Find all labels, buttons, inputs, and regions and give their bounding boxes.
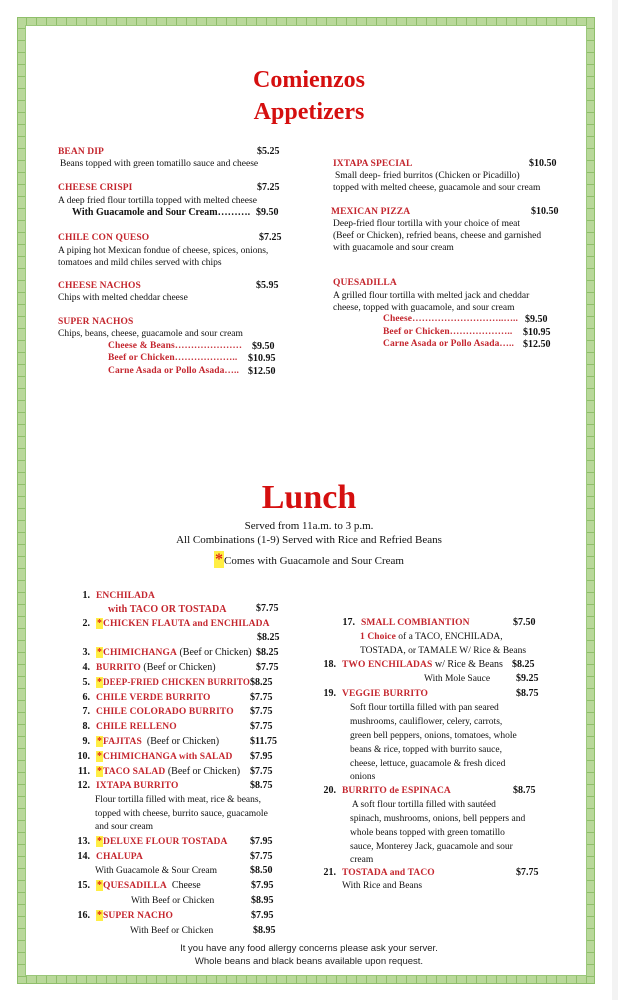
item-desc: spinach, mushrooms, onions, bell peppers and xyxy=(350,814,526,824)
item-price: $5.25 xyxy=(257,146,280,157)
item-desc: Soft flour tortilla filled with pan seared xyxy=(350,703,499,713)
lunch-item-14: 14. CHALUPA xyxy=(77,851,143,862)
lunch-item-1-sub: with TACO OR TOSTADA xyxy=(108,604,227,615)
item-desc: Chips with melted cheddar cheese xyxy=(58,293,188,303)
item-option-label: Beef or Chicken……………….. xyxy=(383,327,513,337)
lunch-item-3: 3. *CHIMICHANGA (Beef or Chicken) xyxy=(82,647,252,658)
item-name: QUESADILLA xyxy=(333,278,397,288)
item-price: $7.75 xyxy=(256,603,279,614)
item-name: MEXICAN PIZZA xyxy=(331,207,411,217)
lunch-hours: Served from 11a.m. to 3 p.m. xyxy=(244,520,374,532)
item-price: $7.75 xyxy=(250,692,273,703)
item-desc: tomatoes and mild chiles served with chips xyxy=(58,258,222,268)
item-desc: Beans topped with green tomatillo sauce and cheese xyxy=(60,159,259,169)
item-option-price: $8.50 xyxy=(250,865,273,876)
item-option-price: $10.95 xyxy=(523,327,551,338)
item-name: CHEESE CRISPI xyxy=(58,183,133,193)
item-desc: onions xyxy=(350,772,376,782)
item-price: $7.50 xyxy=(513,617,536,628)
item-desc: Chips, beans, cheese, guacamole and sour cream xyxy=(58,329,243,339)
lunch-item-1: 1. ENCHILADA xyxy=(82,590,155,601)
item-desc: green bell peppers, onions, tomatoes, whole xyxy=(350,731,517,741)
item-price: $7.25 xyxy=(259,232,282,243)
item-price: $8.25 xyxy=(257,632,280,643)
item-desc: A soft flour tortilla filled with sautéed xyxy=(350,800,496,810)
item-desc: topped with cheese, burrito sauce, guacamole xyxy=(95,809,268,819)
star-icon: * xyxy=(97,647,102,658)
item-price: $11.75 xyxy=(250,736,277,747)
lunch-item-15: 15. *QUESADILLA Cheese xyxy=(77,880,201,891)
lunch-combos-note: All Combinations (1-9) Served with Rice and Refried Beans xyxy=(176,534,442,546)
item-desc: With Rice and Beans xyxy=(342,881,423,891)
item-price: $7.25 xyxy=(257,182,280,193)
item-desc: and sour cream xyxy=(95,822,154,832)
lunch-item-11: 11. *TACO SALAD (Beef or Chicken) xyxy=(78,766,241,777)
item-price: $10.50 xyxy=(529,158,557,169)
item-option-label: Carne Asada or Pollo Asada….. xyxy=(383,339,514,349)
item-desc: with guacamole and sour cream xyxy=(333,243,454,253)
allergy-notice: It you have any food allergy concerns please ask your server. xyxy=(180,943,438,954)
item-desc: mushrooms, cauliflower, celery, carrots, xyxy=(350,717,503,727)
lunch-item-12: 12. IXTAPA BURRITO xyxy=(77,780,179,791)
item-price: $8.75 xyxy=(513,785,536,796)
lunch-item-5: 5. *DEEP-FRIED CHICKEN BURRITO xyxy=(82,677,250,688)
item-name: IXTAPA SPECIAL xyxy=(333,159,413,169)
item-option-price: $8.95 xyxy=(251,895,274,906)
item-price: $7.95 xyxy=(250,836,273,847)
item-desc: cheese, topped with guacamole, and sour cream xyxy=(333,303,515,313)
star-icon: * xyxy=(97,677,102,688)
item-option-price: $9.50 xyxy=(256,207,279,218)
lunch-item-20: 20. BURRITO de ESPINACA xyxy=(323,785,451,796)
item-desc: Deep-fried flour tortilla with your choice of meat xyxy=(333,219,521,229)
item-price: $10.50 xyxy=(531,206,559,217)
item-name: BEAN DIP xyxy=(58,147,104,157)
lunch-item-16: 16. *SUPER NACHO xyxy=(77,910,173,921)
item-option-label: Beef or Chicken……………….. xyxy=(108,353,238,363)
item-desc: cream xyxy=(350,855,374,865)
item-option-label: With Beef or Chicken xyxy=(131,896,215,906)
item-price: $8.25 xyxy=(250,677,273,688)
item-price: $7.75 xyxy=(250,706,273,717)
border-pattern-bottom xyxy=(17,975,595,984)
item-price: $7.75 xyxy=(250,721,273,732)
item-option-price: $10.95 xyxy=(248,353,276,364)
item-price: $8.25 xyxy=(512,659,535,670)
lunch-item-18: 18. TWO ENCHILADAS w/ Rice & Beans xyxy=(323,659,503,670)
item-desc: TOSTADA, or TAMALE W/ Rice & Beans xyxy=(360,646,527,656)
section-title-appetizers: Appetizers xyxy=(253,99,365,125)
lunch-item-9: 9. *FAJITAS (Beef or Chicken) xyxy=(82,736,220,747)
item-option-label: Carne Asada or Pollo Asada….. xyxy=(108,366,239,376)
item-option-label: With Beef or Chicken xyxy=(130,926,214,936)
item-name: CHEESE NACHOS xyxy=(58,281,141,291)
item-name: SUPER NACHOS xyxy=(58,317,134,327)
item-desc: 1 Choice of a TACO, ENCHILADA, xyxy=(360,632,503,642)
item-option-price: $9.50 xyxy=(252,341,275,352)
star-icon: * xyxy=(97,751,102,762)
item-desc: whole beans topped with green tomatillo xyxy=(350,828,505,838)
item-price: $8.75 xyxy=(250,780,273,791)
star-icon: * xyxy=(215,551,224,568)
item-option-price: $12.50 xyxy=(248,366,276,377)
item-price: $7.95 xyxy=(251,910,274,921)
item-option-price: $12.50 xyxy=(523,339,551,350)
item-price: $7.75 xyxy=(250,851,273,862)
border-pattern-top xyxy=(17,17,595,26)
item-option-label: With Guacamole and Sour Cream………. xyxy=(72,207,251,218)
item-price: $7.75 xyxy=(256,662,279,673)
lunch-item-17: 17. SMALL COMBIANTION xyxy=(342,617,470,628)
item-desc: A piping hot Mexican fondue of cheese, spices, onions, xyxy=(58,246,269,256)
star-icon: * xyxy=(97,836,102,847)
item-price: $7.95 xyxy=(251,880,274,891)
lunch-item-19: 19. VEGGIE BURRITO xyxy=(323,688,428,699)
item-option-label: Cheese & Beans………………… xyxy=(108,341,243,351)
section-title-spanish: Comienzos xyxy=(253,67,365,93)
lunch-item-2: 2. *CHICKEN FLAUTA and ENCHILADA xyxy=(82,618,270,629)
item-desc: A deep fried flour tortilla topped with melted cheese xyxy=(58,196,257,206)
item-price: $8.25 xyxy=(256,647,279,658)
star-icon: * xyxy=(97,736,102,747)
lunch-item-8: 8. CHILE RELLENO xyxy=(82,721,177,732)
item-option-price: $9.25 xyxy=(516,673,539,684)
star-icon: * xyxy=(97,618,102,629)
item-price: $7.75 xyxy=(516,867,539,878)
item-desc: A grilled flour tortilla with melted jack and cheddar xyxy=(333,291,530,301)
lunch-item-7: 7. CHILE COLORADO BURRITO xyxy=(82,706,234,717)
lunch-item-21: 21. TOSTADA and TACO xyxy=(323,867,435,878)
lunch-star-note: *Comes with Guacamole and Sour Cream xyxy=(215,551,404,568)
item-price: $7.95 xyxy=(250,751,273,762)
section-title-lunch: Lunch xyxy=(261,479,357,516)
star-icon: * xyxy=(97,880,102,891)
star-icon: * xyxy=(97,766,102,777)
lunch-item-6: 6. CHILE VERDE BURRITO xyxy=(82,692,211,703)
lunch-item-13: 13. *DELUXE FLOUR TOSTADA xyxy=(77,836,228,847)
item-price: $5.95 xyxy=(256,280,279,291)
star-icon: * xyxy=(97,910,102,921)
item-option-price: $8.95 xyxy=(253,925,276,936)
item-option-label: Cheese………………………..….. xyxy=(383,314,518,324)
item-desc: sauce, Monterey Jack, guacamole and sour xyxy=(350,842,513,852)
item-option-label: With Mole Sauce xyxy=(424,674,491,684)
item-desc: Small deep- fried burritos (Chicken or Picadillo) xyxy=(335,171,520,181)
item-option-label: With Guacamole & Sour Cream xyxy=(95,866,218,876)
item-price: $8.75 xyxy=(516,688,539,699)
item-price: $7.75 xyxy=(250,766,273,777)
item-desc: Flour tortilla filled with meat, rice & beans, xyxy=(95,795,261,805)
lunch-item-10: 10. *CHIMICHANGA with SALAD xyxy=(77,751,233,762)
item-desc: beans & rice, topped with burrito sauce, xyxy=(350,745,502,755)
lunch-item-4: 4. BURRITO (Beef or Chicken) xyxy=(82,662,216,673)
item-name: CHILE CON QUESO xyxy=(58,233,150,243)
item-desc: topped with melted cheese, guacamole and sour cream xyxy=(333,183,541,193)
item-desc: cheese, lettuce, guacamole & fresh diced xyxy=(350,759,506,769)
item-option-price: $9.50 xyxy=(525,314,548,325)
beans-notice: Whole beans and black beans available upon request. xyxy=(194,956,424,967)
item-desc: (Beef or Chicken), refried beans, cheese and garnished xyxy=(333,231,542,241)
